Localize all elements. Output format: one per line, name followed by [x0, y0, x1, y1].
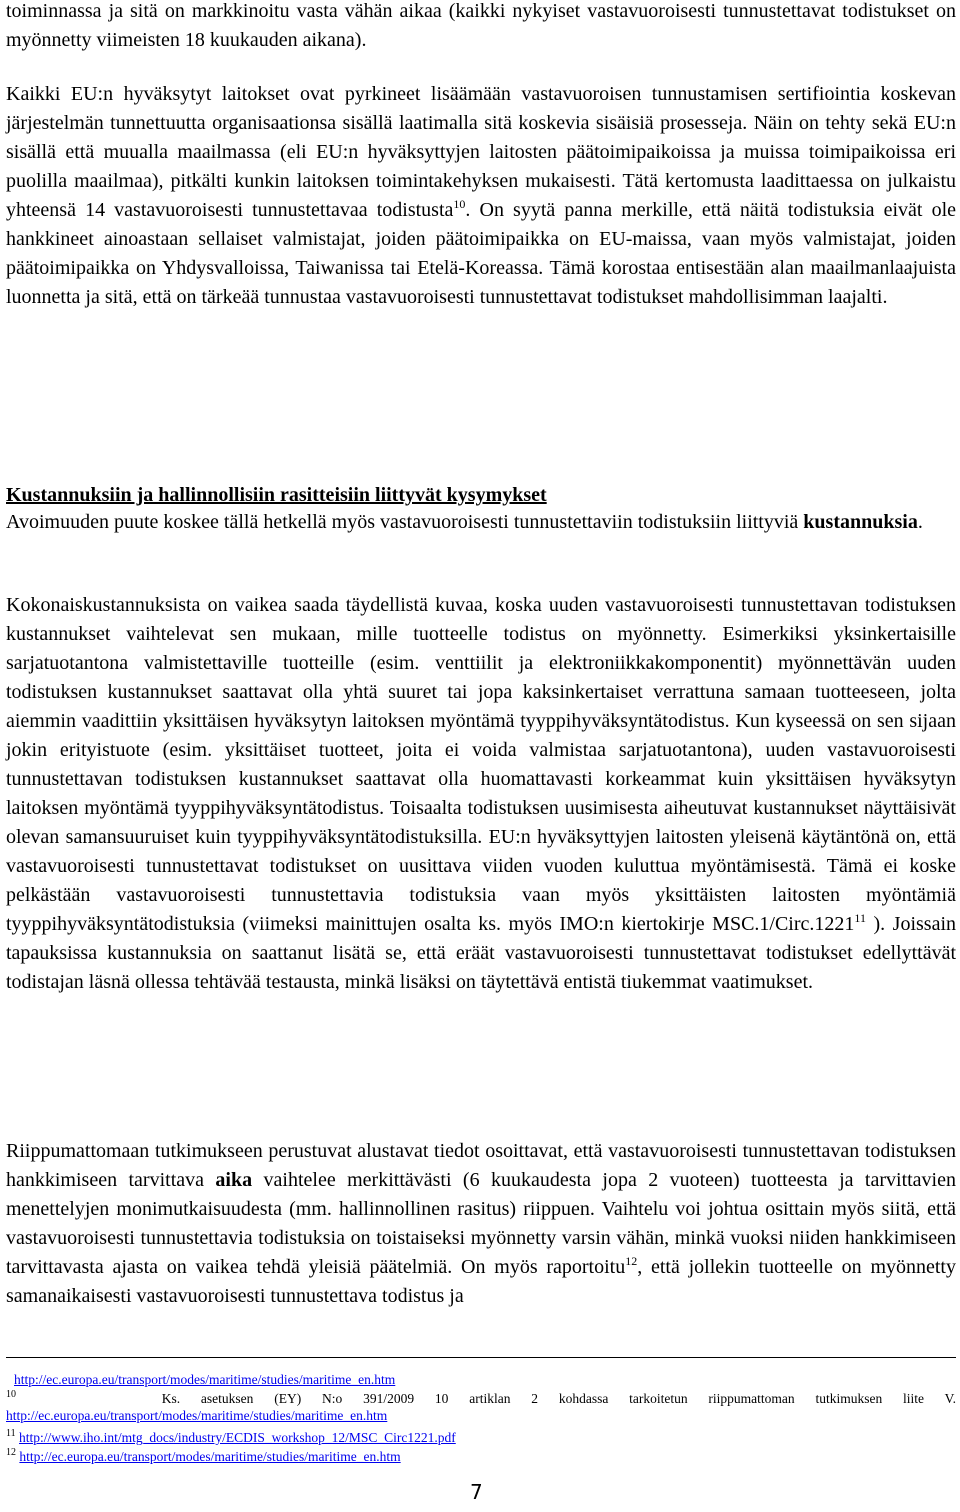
- footnote-12-link[interactable]: http://ec.europa.eu/transport/modes/maritime/studies/maritime_en.htm: [19, 1449, 401, 1464]
- footnote-link[interactable]: http://ec.europa.eu/transport/modes/maritime/studies/maritime_en.htm: [14, 1372, 396, 1387]
- footnote-ref-10[interactable]: 10: [453, 197, 466, 211]
- page-number: 7: [470, 1480, 483, 1504]
- footnote-11-link[interactable]: http://www.iho.int/mtg_docs/industry/ECDIS_workshop_12/MSC_Circ1221.pdf: [19, 1430, 456, 1445]
- footnote-continuation: [6, 1371, 956, 1388]
- footnote-10: $^{10}$ Ks. asetuksen (EY) N:o 391/2009 10 artiklan 2 kohdassa tarkoitetun riippumattoman tutkimuksen liite V. http://ec.europa.eu/transport/modes/maritime/studies/maritime_en.htm: [6, 1389, 956, 1423]
- paragraph-notified-bodies: Kaikki EU:n hyväksytyt laitokset ovat pyrkineet lisäämään vastavuoroisen tunnustamisen sertifiointia koskevan järjestelmän tunnettuutta organisaationsa sisällä laatimalla sitä koskevia sisäisiä prosesseja. Näin on tehty sekä EU:n sisällä että muualla maailmassa (eli EU:n hyväksyttyjen laitosten päätoimipaikoissa ja muissa toimipaikoissa eri puolilla maailmaa), pitkälti kunkin laitoksen toimintakehyksen mukaisesti. Tätä kertomusta laadittaessa on julkaistu yhteensä 14 vastavuoroisesti tunnustettavaa todistusta$^{10}$. On syytä panna merkille, että näitä todistuksia eivät ole hankkineet ainoastaan sellaiset valmistajat, joiden päätoimipaikka on EU-maissa, vaan myös valmistajat, joiden päätoimipaikka on Yhdysvalloissa, Taiwanissa tai Etelä-Koreassa. Tämä korostaa entisestään alan maailmanlaajuista luonnetta ja sitä, että on tärkeää tunnustaa vastavuoroisesti tunnustettavat todistukset mahdollisimman laajalti.: [6, 83, 956, 308]
- footnote-12: $^{12}$ http://ec.europa.eu/transport/modes/maritime/studies/maritime_en.htm: [6, 1447, 401, 1464]
- footnote-ref-11[interactable]: 11: [854, 911, 866, 925]
- footnote-10-link[interactable]: http://ec.europa.eu/transport/modes/maritime/studies/maritime_en.htm: [6, 1408, 388, 1423]
- section-heading: Kustannuksiin ja hallinnollisiin rasitteisiin liittyvät kysymykset: [6, 484, 547, 506]
- footnote-divider: [6, 1357, 956, 1358]
- paragraph-costs-transparency: Avoimuuden puute koskee tällä hetkellä myös vastavuoroisesti tunnustettaviin todistuksiin liittyviä kustannuksia.: [6, 511, 923, 533]
- paragraph-total-costs: Kokonaiskustannuksista on vaikea saada täydellistä kuvaa, koska uuden vastavuoroisesti tunnustettavan todistuksen kustannukset vaihtelevat sen mukaan, mille tuotteelle todistus on myönnetty. Esimerkiksi yksinkertaisille sarjatuotantona valmistettaville tuotteille (esim. venttiilit ja elektroniikkakomponentit) myönnettävän uuden todistuksen kustannukset saattavat olla yhtä suuret tai jopa kaksinkertaiset verrattuna samaan tuotteeseen, jolta aiemmin vaadittiin yksittäisen hyväksytyn laitoksen myöntämä tyyppihyväksyntätodistus. Kun kyseessä on sen sijaan jokin erityistuote (esim. yksittäiset tuotteet, joita ei voida valmistaa sarjatuotantona), uuden vastavuoroisesti tunnustettavan todistuksen kustannukset saattavat olla huomattavasti korkeammat kuin yksittäisen hyväksytyn laitoksen myöntämä tyyppihyväksyntätodistus. Toisaalta todistuksen uusimisesta aiheutuvat kustannukset näyttäisivät olevan samansuuruiset kuin tyyppihyväksyntätodistuksilla. EU:n hyväksyttyjen laitosten yleisenä käytäntönä on, että vastavuoroisesti tunnustettavat todistukset on uusittava viiden vuoden kuluttua myöntämisestä. Tämä ei koske pelkästään vastavuoroisesti tunnustettavia todistuksia vaan myös yksittäisten laitosten myöntämiä tyyppihyväksyntätodistuksia (viimeksi mainittujen osalta ks. myös IMO:n kiertokirje MSC.1/Circ.1221$^{11}$ ). Joissain tapauksissa kustannuksia on saattanut lisätä se, että eräät vastavuoroisesti tunnustettavat todistukset edellyttävät todistajan läsnä ollessa tehtävää testausta, minkä lisäksi on täytettävä entistä tiukemmat vaatimukset.: [6, 594, 956, 993]
- footnote-ref-12[interactable]: 12: [625, 1254, 638, 1268]
- paragraph-time-required: Riippumattomaan tutkimukseen perustuvat alustavat tiedot osoittavat, että vastavuoroisesti tunnustettavan todistuksen hankkimiseen tarvittava aika vaihtelee merkittävästi (6 kuukaudesta jopa 2 vuoteen) tuotteesta ja tarvittavien menettelyjen monimutkaisuudesta (mm. hallinnollinen rasitus) riippuen. Vaihtelu voi johtua osittain myös siitä, että vastavuoroisesti tunnustettavia todistuksia on toistaiseksi myönnetty varsin vähän, minkä vuoksi niiden hankkimiseen tarvittavasta ajasta on vaikea tehdä yleisiä päätelmiä. On myös raportoitu$^{12}$, että jollekin tuotteelle on myönnetty samanaikaisesti vastavuoroisesti tunnustettava todistus ja: [6, 1140, 956, 1307]
- paragraph-intro-continuation: toiminnassa ja sitä on markkinoitu vasta vähän aikaa (kaikki nykyiset vastavuoroisesti tunnustettavat todistukset on myönnetty viimeisten 18 kuukauden aikana).: [6, 0, 956, 51]
- footnote-11: $^{11}$ http://www.iho.int/mtg_docs/industry/ECDIS_workshop_12/MSC_Circ1221.pdf: [6, 1428, 456, 1445]
